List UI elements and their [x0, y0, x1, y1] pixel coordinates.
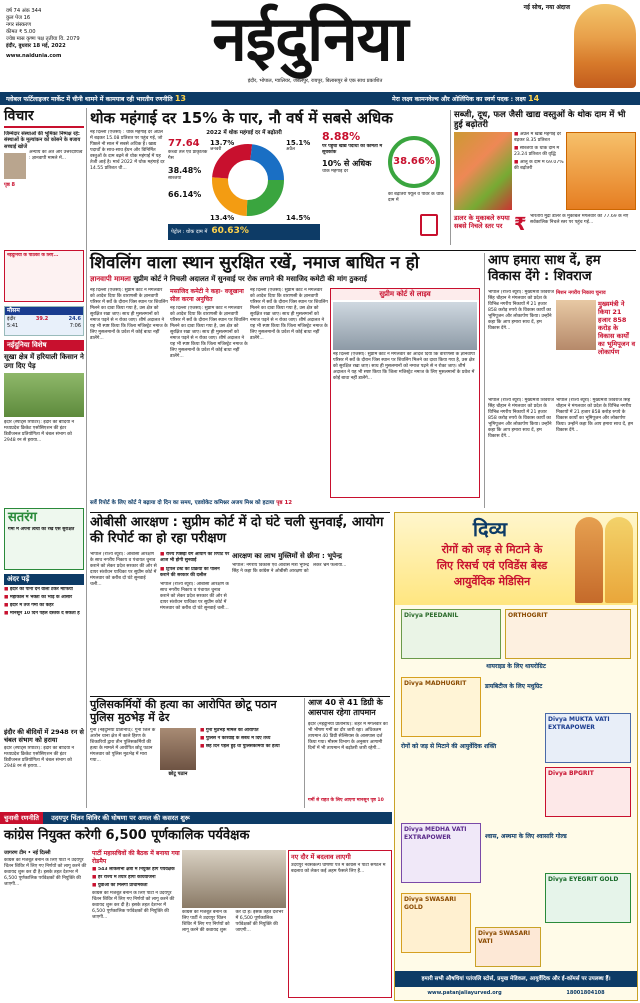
congress-box-head[interactable]: नए दौर में बदलाव लाएगी [291, 853, 351, 861]
masthead-subline: इंदौर, भोपाल, ग्वालियर, जबलपुर, रायपुर, बिलासपुर से एक साथ प्रकाशित [247, 78, 383, 84]
vichar-page[interactable]: पृष्ठ 8 [4, 182, 16, 188]
heat-rule [304, 698, 305, 808]
dollar-body: भारतीय मुद्रा डालर के मुकाबले मंगलवार को 77.69 के नए सर्वकालिक निचले स्तर पर पहुंच गई... [530, 214, 629, 225]
police-body: गुना (नईदुनिया प्रतिनिधि): गुना जिले के आरोन थाना क्षेत्र में काले हिरण के शिकारियों द्वारा तीन पुलिसकर्मियों की हत्या के मामले में आरोपित छोटू पठान मंगलवार को पुलिस मुठभेड़ में मारा गया... [90, 728, 156, 763]
shivling-footnote-page[interactable]: पृष्ठ 12 [276, 500, 293, 506]
circle-stat-label: की बढ़ोतरी फ्यूल व पावर के थोक दाम में [388, 192, 444, 203]
andar-item[interactable]: ■ इंदौर को पानी देने वाला टैंकर माफिया [4, 587, 84, 593]
masthead-tagline: नई सोच, नया अंदाज [523, 4, 570, 11]
stat-veg: 38.48% [168, 166, 202, 175]
pct-feb: 13.4% [210, 214, 235, 222]
congress-mid-bullet: ■ युवाओं को मिलेगी प्राथमिकता [92, 883, 180, 889]
stat-veg-label: सब्जियां [168, 176, 182, 181]
andar-title: अंदर पढ़ें [4, 574, 84, 585]
congress-band [0, 812, 392, 824]
ad-product: Divya BPGRIT [545, 767, 631, 817]
weather-min: 24.6 [68, 315, 81, 322]
pct-jan-label: जनवरी [210, 147, 222, 152]
side-stat-2: 10% से अधिक [322, 158, 372, 168]
suspect-photo [160, 728, 196, 770]
vichar-title: विचार [4, 108, 84, 128]
pct-jan: 13.7% [210, 139, 235, 147]
stat-crude: 77.64 [168, 138, 200, 149]
ad-product: Divya MUKTA VATI EXTRAPOWER [545, 713, 631, 763]
side-stat-1: 8.88% [322, 130, 361, 143]
cm-photo [556, 300, 596, 350]
ticker-right-text: मेरा लक्ष्य कामनवेल्थ और ओलिंपिक का स्वर्ण पदक : लक्ष्य [392, 96, 526, 103]
inflation-chart [168, 130, 320, 240]
live-box [330, 288, 480, 498]
shivraj-label: मिशन नगरीय निकाय चुनाव [556, 290, 606, 296]
heat-footer[interactable]: गर्मी से राहत के लिए आएगा मानसून पृष्ठ 10 [308, 798, 384, 803]
weather-city: इंदौर [7, 315, 16, 322]
left-column-rule [86, 108, 87, 808]
ad-product: Divya MADHUGRIT [401, 677, 481, 737]
obc-bullets [160, 552, 230, 692]
ad-text-3: श्वास, अस्थमा के लिए श्वासारि गोल्ड [485, 833, 567, 840]
police-bullet: ■ गुना मुठभेड़ मामले का आरोपित [200, 728, 300, 734]
congress-box-body: उदयपुर नवसंकल्प घोषणा पत्र में कांग्रेस ने पार्टी संगठन में बदलाव को लेकर कई अहम फैसले लिए हैं... [291, 863, 386, 875]
vichar-item[interactable]: जिम्मेदार संस्थाओं की भूमिका निष्पक्ष रहे: संस्थाओं के मूल्यांकन को कोसने के बजाय सच्चाई खोजें [4, 130, 81, 150]
masthead [0, 0, 640, 92]
police-bullets [200, 728, 300, 808]
columnist-photo [4, 153, 26, 179]
ad-phone[interactable]: 18001804108 [566, 990, 605, 997]
ad-product: Divya SWASARI GOLD [401, 893, 471, 953]
congress-band-label: चुनावी रणनीति [0, 812, 43, 824]
ad-contact [395, 987, 637, 1000]
andar-box [4, 574, 84, 724]
rupee-icon: ₹ [514, 214, 527, 235]
obc-right-head[interactable]: आरक्षण का लाभ मुस्लिमों से छीना : भूपेन्द्र [232, 552, 343, 560]
meta-line: ज्येष्ठ मास कृष्ण पक्ष तृतीया वि. 2079 [6, 36, 80, 43]
divya-ad[interactable] [394, 512, 638, 1001]
stat-3: 66.14% [168, 190, 202, 199]
suspect-caption: छोटू पठान [168, 771, 188, 777]
satrang-text: गर्मी में अपनी त्वचा को रखें ऐसे सुरक्षित [8, 527, 75, 533]
shivling-body-col1: नई दिल्ली (एजेंसी): सुप्रीम कोर्ट ने मंगलवार को आदेश दिया कि वाराणसी के ज्ञानवापी परिसर में सर्वे के दौरान जिस स्थान पर शिवलिंग मिलने का दावा किया गया है, उस क्षेत्र को सुरक्षित रखा जाए। साथ ही मुसलमानों को नमाज पढ़ने से न रोका जाए। शीर्ष अदालत ने यह भी स्पष्ट किया कि जिला मजिस्ट्रेट नमाज के लिए मुसलमानों के प्रवेश में कोई बाधा नहीं डालेंगे... [90, 288, 168, 341]
petrol-value: 60.63% [211, 226, 249, 237]
ad-text-2: डायबिटीज के लिए मधुग्रिट [485, 683, 543, 690]
ad-footer: हमारी सभी औषधियां पतंजलि स्टोर्स, प्रमुख मेडिकल, आयुर्वेदिक और ई-कॉमर्स पर उपलब्ध हैं। [395, 971, 637, 987]
ad-headline-1: रोगों को जड़ से मिटाने के [441, 543, 543, 556]
congress-box [288, 850, 392, 998]
heat-body: इंदौर (नईदुनिया प्रतिनिधि): शहर में मंगलवार को भी भीषण गर्मी का दौर जारी रहा। अधिकतम तापमान 40 डिग्री सेल्सियस के आसपास दर्ज किया गया। मौसम विभाग के अनुसार आगामी दिनों में भी तापमान में बढ़ोतरी जारी रहेगी... [308, 722, 388, 751]
veg-bullet: ■ अप्रैल में खाद्य महंगाई दर बढ़कर 8.35 प्रतिशत [514, 132, 564, 144]
shivling-sidehead-box [170, 288, 248, 498]
pct-apr-label: अप्रैल [286, 147, 296, 152]
sunrise-time: 5:41 [7, 322, 19, 329]
satrang-logo: सतरंग [8, 510, 37, 525]
meta-line: कीमत ₹ 5.00 [6, 29, 36, 36]
ad-product: Divya MEDHA VATI EXTRAPOWER [401, 823, 481, 883]
andar-item[interactable]: ■ मानसून 10 दिन पहले दस्तक दे सकता है [4, 611, 84, 617]
congress-headline[interactable]: कांग्रेस नियुक्त करेगी 6,500 पूर्णकालिक पर्यवेक्षक [4, 828, 250, 843]
petrol-label: पेट्रोल : थोक दाम में [171, 228, 208, 235]
meta-line: इंदौर, बुधवार 18 मई, 2022 [6, 43, 66, 50]
meta-line: नगर संस्करण [6, 22, 31, 29]
ad-headline-2: लिए रिसर्च एवं एविडेंस बेस्ड [436, 559, 548, 572]
ad-person-left [575, 517, 603, 603]
weather-box [4, 306, 84, 336]
shivling-lead-label: ज्ञानवापी मामला [90, 275, 131, 283]
ticker-bar [0, 92, 640, 105]
vichar-item[interactable]: अन्याय का अंत और उत्तरदायित्व : ज्ञानवापी मामले में... [29, 150, 83, 161]
ticker-left[interactable] [6, 92, 336, 106]
border-story [4, 728, 84, 808]
andar-item[interactable]: ■ इंदौर में तेज गर्मी का कहर [4, 603, 84, 609]
inflation-side [322, 130, 446, 240]
circle-stat [388, 136, 440, 188]
circle-stat-value: 38.66% [393, 155, 435, 167]
weather-max: 39.2 [35, 315, 49, 322]
shivraj-body-2: भोपाल (राज्य ब्यूरो): मुख्यमंत्री शिवराज सिंह चौहान ने मंगलवार को प्रदेश के विभिन्न नगरीय निकायों में 21 हजार 858 करोड़ रुपये के विकास कार्यों का भूमिपूजन और लोकार्पण किया। उन्होंने कहा कि आप हमारा साथ दें, हम विकास देंगे... [556, 398, 634, 433]
vishesh-headline[interactable]: सूखा क्षेत्र में हरियाली किसान ने उगा दिए पेड़ [4, 352, 84, 370]
ad-text-4: रोगों को जड़ से मिटाने की आयुर्वेदिक शक्ति [401, 743, 497, 750]
ad-product: Divya SWASARI VATI [475, 927, 541, 967]
ad-product: Divya PEEDANIL [401, 609, 501, 659]
reader-promo-text: नईदुनिया के पाठकों के लिए... [7, 253, 59, 258]
shivling-lead-text: सुप्रीम कोर्ट ने निचली अदालत में सुनवाई पर रोक लगाने की मसाजिद कमेटी की मांग ठुकराई [133, 275, 367, 283]
congress-mid-head: पार्टी महासचिवों की बैठक में बनाया गया रोडमैप [92, 850, 180, 865]
congress-mid-bullet: ■ 543 लोकसभा क्षेत्रों में नियुक्त होंगे पर्यवेक्षक [92, 867, 180, 873]
vishesh-title: नईदुनिया विशेष [4, 340, 84, 351]
obc-top-rule [90, 512, 390, 513]
obc-body-2: भोपाल (राज्य ब्यूरो): ओबीसी आरक्षण के साथ नगरीय निकाय व पंचायत चुनाव कराने को लेकर प्रदेश सरकार की ओर से दायर संशोधन याचिका पर सुप्रीम कोर्ट में मंगलवार को करीब दो घंटे सुनवाई चली... [160, 581, 229, 611]
ticker-left-text: ग्लोबल फर्टिलाइजर मार्केट में चीनी थामने में कामयाब रही भारतीय रणनीति [6, 96, 173, 103]
congress-subhead: उदयपुर चिंतन शिविर की घोषणा पर अमल की कसरत शुरू [51, 814, 190, 822]
shivling-footnote-text[interactable]: सर्वे रिपोर्ट के लिए कोर्ट ने बढ़ाया दो दिन का समय, एडवोकेट कमिश्नर अजय मिश्र को हटाया [90, 500, 275, 506]
stat-crude-label: कच्चा तेल एवं प्राकृतिक गैस [168, 150, 208, 161]
border-headline[interactable]: इंदौर की बीदियों में 2948 रन से चंबल संभाग को हराया [4, 728, 84, 745]
ad-product: ORTHOGRIT [505, 609, 631, 659]
border-body: इंदौर (स्पोर्ट्स रिपोर्टर): इंदौर की बीदियों ने मध्यप्रदेश क्रिकेट एसोसिएशन की इंटर डिवीजनल प्रतियोगिता में चंबल संभाग को 2948 रन से हराया... [4, 746, 75, 770]
shivling-body-col3: नई दिल्ली (एजेंसी): सुप्रीम कोर्ट ने मंगलवार को आदेश दिया कि वाराणसी के ज्ञानवापी परिसर में सर्वे के दौरान जिस स्थान पर शिवलिंग मिलने का दावा किया गया है, उस क्षेत्र को सुरक्षित रखा जाए। साथ ही मुसलमानों को नमाज पढ़ने से न रोका जाए। शीर्ष अदालत ने यह भी स्पष्ट किया कि जिला मजिस्ट्रेट नमाज के लिए मुसलमानों के प्रवेश में कोई बाधा नहीं डालेंगे... [250, 288, 328, 341]
ad-header [395, 513, 637, 605]
price-chart-photo [566, 132, 636, 210]
reader-promo[interactable] [4, 250, 84, 302]
obc-right [232, 552, 390, 692]
ad-website[interactable]: www.patanjaliayurved.org [427, 990, 502, 997]
petrol-strip [168, 224, 320, 240]
vishesh-body: इंदौर (स्पोर्ट्स रिपोर्टर): इंदौर की बीदियों ने मध्यप्रदेश क्रिकेट एसोसिएशन की इंटर डिवीजनल प्रतियोगिता में चंबल संभाग को 2948 रन से हराया... [4, 420, 75, 444]
shivraj-box-title: मुख्यमंत्री ने किया 21 हजार 858 करोड़ के विकास कार्यों का भूमिपूजन व लोकार्पण [598, 300, 636, 356]
site-url[interactable]: www.naidunia.com [6, 53, 62, 60]
court-photo [333, 302, 477, 350]
shivraj-body: भोपाल (राज्य ब्यूरो): मुख्यमंत्री शिवराज सिंह चौहान ने मंगलवार को प्रदेश के विभिन्न नगरीय निकायों में 21 हजार 858 करोड़ रुपये के विकास कार्यों का भूमिपूजन और लोकार्पण किया। उन्होंने कहा कि आप हमारा साथ दें, हम विकास देंगे... [488, 290, 554, 331]
inflation-body: नई दिल्ली (एजेंसी) : थोक महंगाई दर अप्रैल में बढ़कर 15.08 प्रतिशत पर पहुंच गई, जो पिछले नौ साल में सबसे अधिक है। खाद्य पदार्थों के साथ-साथ ईंधन और विनिर्मित वस्तुओं के दाम बढ़ने से थोक महंगाई में यह तेजी आई है। मार्च 2022 में थोक महंगाई दर 14.55 प्रतिशत थी... [90, 130, 165, 171]
obc-bullet: ■ ट्रिपल टेस्ट की प्रक्रिया का पालन कराने की सरकार की दलील [160, 567, 230, 579]
andar-item[interactable]: ■ महाकाल में भक्तों की भीड़ के आसार [4, 595, 84, 601]
pct-mar: 14.5% [286, 214, 311, 222]
shivling-headline[interactable]: शिवलिंग वाला स्थान सुरक्षित रखें, नमाज बाधित न हो [90, 253, 420, 273]
congress-body-3: कांग्रेस को मजबूत बनाने के लिए पार्टी ने उदयपुर चिंतन शिविर में लिए गए निर्णयों को लागू करने की कवायद शुरू कर दी है। इसके तहत देशभर में 6,500 पूर्णकालिक पर्यवेक्षकों की नियुक्ति की जाएगी... [182, 910, 284, 933]
shivling-sidehead: मसाजिद कमेटी ने कहा- वजूखाना सील करना अनुचित [170, 288, 244, 303]
satrang-box[interactable] [4, 508, 84, 570]
police-headline[interactable]: पुलिसकर्मियों की हत्या का आरोपित छोटू पठान पुलिस मुठभेड़ में ढेर [90, 698, 277, 724]
meta-line: कुल पेज 16 [6, 15, 31, 22]
obc-body: भोपाल (राज्य ब्यूरो): ओबीसी आरक्षण के साथ नगरीय निकाय व पंचायत चुनाव कराने को लेकर प्रदेश सरकार की ओर से दायर संशोधन याचिका पर सुप्रीम कोर्ट में मंगलवार को करीब दो घंटे सुनवाई चली... [90, 552, 157, 587]
congress-photo [182, 850, 286, 908]
live-body: नई दिल्ली (एजेंसी): सुप्रीम कोर्ट ने मंगलवार को आदेश दिया कि वाराणसी के ज्ञानवापी परिसर में सर्वे के दौरान जिस स्थान पर शिवलिंग मिलने का दावा किया गया है, उस क्षेत्र को सुरक्षित रखा जाए। साथ ही मुसलमानों को नमाज पढ़ने से न रोका जाए। शीर्ष अदालत ने यह भी स्पष्ट किया कि जिला मजिस्ट्रेट नमाज के लिए मुसलमानों के प्रवेश में कोई बाधा नहीं डालेंगे... [333, 351, 475, 381]
weather-title: मौसम [5, 307, 83, 315]
veg-bullet: ■ आलू के दाम में 69.07% की बढ़ोतरी [514, 160, 564, 172]
obc-right-body: भोपाल: नगरीय विकास एवं आवास मंत्री भूपेन्द्र सिंह ने कहा कि कांग्रेस ने ओबीसी आरक्षण को लेकर भ्रम फैलाया... [232, 562, 347, 574]
obc-bullet: ■ राज्य पिछड़ा वर्ग आयोग की रिपोर्ट पर आज भी होगी सुनवाई [160, 552, 230, 564]
dollar-box [454, 214, 636, 248]
shivraj-headline[interactable]: आप हमारा साथ दें, हम विकास देंगे : शिवराज [488, 253, 601, 284]
ad-brand: दिव्य [472, 517, 508, 541]
congress-body-2: कांग्रेस को मजबूत बनाने के लिए पार्टी ने उदयपुर चिंतन शिविर में लिए गए निर्णयों को लागू करने की कवायद शुरू कर दी है। इसके तहत देशभर में 6,500 पूर्णकालिक पर्यवेक्षकों की नियुक्ति की जाएगी... [92, 890, 175, 920]
ad-headline-3: आयुर्वेदिक मेडिसिन [453, 575, 531, 588]
police-top-rule [90, 696, 390, 697]
vishesh-photo [4, 373, 84, 417]
edition-meta [6, 8, 96, 60]
police-bullet: ■ छह दिन पहले हुई थी पुलिसकर्मियों की हत्या [200, 744, 300, 750]
side-stat-1-label: पर पहुंचा खाद्य पदार्थों की कीमतों में सूचकांक [322, 143, 383, 155]
shivraj-rule [484, 253, 485, 508]
congress-mid-bullet: ■ हर राज्य में तैयार होगी कार्ययोजना [92, 875, 180, 881]
congress-mid [92, 850, 180, 998]
side-stat-2-label: थोक महंगाई दर [322, 168, 349, 174]
shivling-body-col2: नई दिल्ली (एजेंसी): सुप्रीम कोर्ट ने मंगलवार को आदेश दिया कि वाराणसी के ज्ञानवापी परिसर में सर्वे के दौरान जिस स्थान पर शिवलिंग मिलने का दावा किया गया है, उस क्षेत्र को सुरक्षित रखा जाए। साथ ही मुसलमानों को नमाज पढ़ने से न रोका जाए। शीर्ष अदालत ने यह भी स्पष्ट किया कि जिला मजिस्ट्रेट नमाज के लिए मुसलमानों के प्रवेश में कोई बाधा नहीं डालेंगे... [170, 306, 248, 359]
model-photo [574, 4, 636, 88]
ad-text-1: थायराइड के लिए थायरोग्रिट [486, 663, 546, 670]
shivling-lead [90, 275, 480, 284]
col-rule-right [450, 110, 451, 245]
ticker-right[interactable] [392, 92, 637, 106]
fuel-pump-icon [420, 214, 438, 236]
masthead-logo: नईदुनिया [212, 2, 408, 75]
vishesh-box [4, 340, 84, 505]
shivling-footnote [90, 500, 480, 507]
meta-line: वर्ष 74 अंक 344 [6, 8, 42, 14]
live-label: सुप्रीम कोर्ट से लाइव [331, 289, 479, 300]
ticker-right-page: 14 [528, 94, 540, 103]
congress-byline: जागरण टीम • नई दिल्ली [4, 850, 51, 856]
ad-person-right [605, 517, 633, 603]
veg-bullet: ■ सब्जियों के थोक दाम में 23.24 प्रतिशत की वृद्धि [514, 146, 564, 158]
pct-apr: 15.1% [286, 139, 311, 147]
police-bullet: ■ पुलिस ने कार्रवाई के संबंध में दिए तथ्य [200, 736, 300, 742]
veg-photo [454, 132, 512, 210]
dollar-title[interactable]: डालर के मुकाबले रुपया सबसे निचले स्तर पर [454, 214, 510, 231]
veg-headline[interactable]: सब्जी, दूध, फल जैसी खाद्य वस्तुओं के थोक दाम में भी हुई बढ़ोतरी [454, 110, 626, 130]
vichar-box [4, 108, 84, 248]
obc-headline[interactable]: ओबीसी आरक्षण : सुप्रीम कोर्ट में दो घंटे चली सुनवाई, आयोग की रिपोर्ट का हो रहा परीक्षण [90, 515, 384, 546]
veg-bullets [514, 132, 564, 210]
shivling-top-rule [90, 250, 636, 251]
congress-body: कांग्रेस को मजबूत बनाने के लिए पार्टी ने उदयपुर चिंतन शिविर में लिए गए निर्णयों को लागू करने की कवायद शुरू कर दी है। इसके तहत देशभर में 6,500 पूर्णकालिक पर्यवेक्षकों की नियुक्ति की जाएगी... [4, 858, 87, 887]
ad-product: Divya EYEGRIT GOLD [545, 873, 631, 923]
ticker-left-page: 13 [174, 94, 186, 103]
heat-headline[interactable]: आज 40 से 41 डिग्री के आसपास रहेगा तापमान [308, 698, 383, 717]
inflation-headline[interactable]: थोक महंगाई दर 15% के पार, नौ वर्ष में सबसे अधिक [90, 109, 393, 127]
chart-title: 2022 में थोक महंगाई दर में बढ़ोतरी [206, 130, 282, 136]
sunset-time: 7:06 [69, 322, 81, 329]
shivraj-body-3: भोपाल (राज्य ब्यूरो): मुख्यमंत्री शिवराज सिंह चौहान ने मंगलवार को प्रदेश के विभिन्न नगरीय निकायों में 21 हजार 858 करोड़ रुपये के विकास कार्यों का भूमिपूजन और लोकार्पण किया। उन्होंने कहा कि आप हमारा साथ दें, हम विकास देंगे... [488, 398, 554, 439]
